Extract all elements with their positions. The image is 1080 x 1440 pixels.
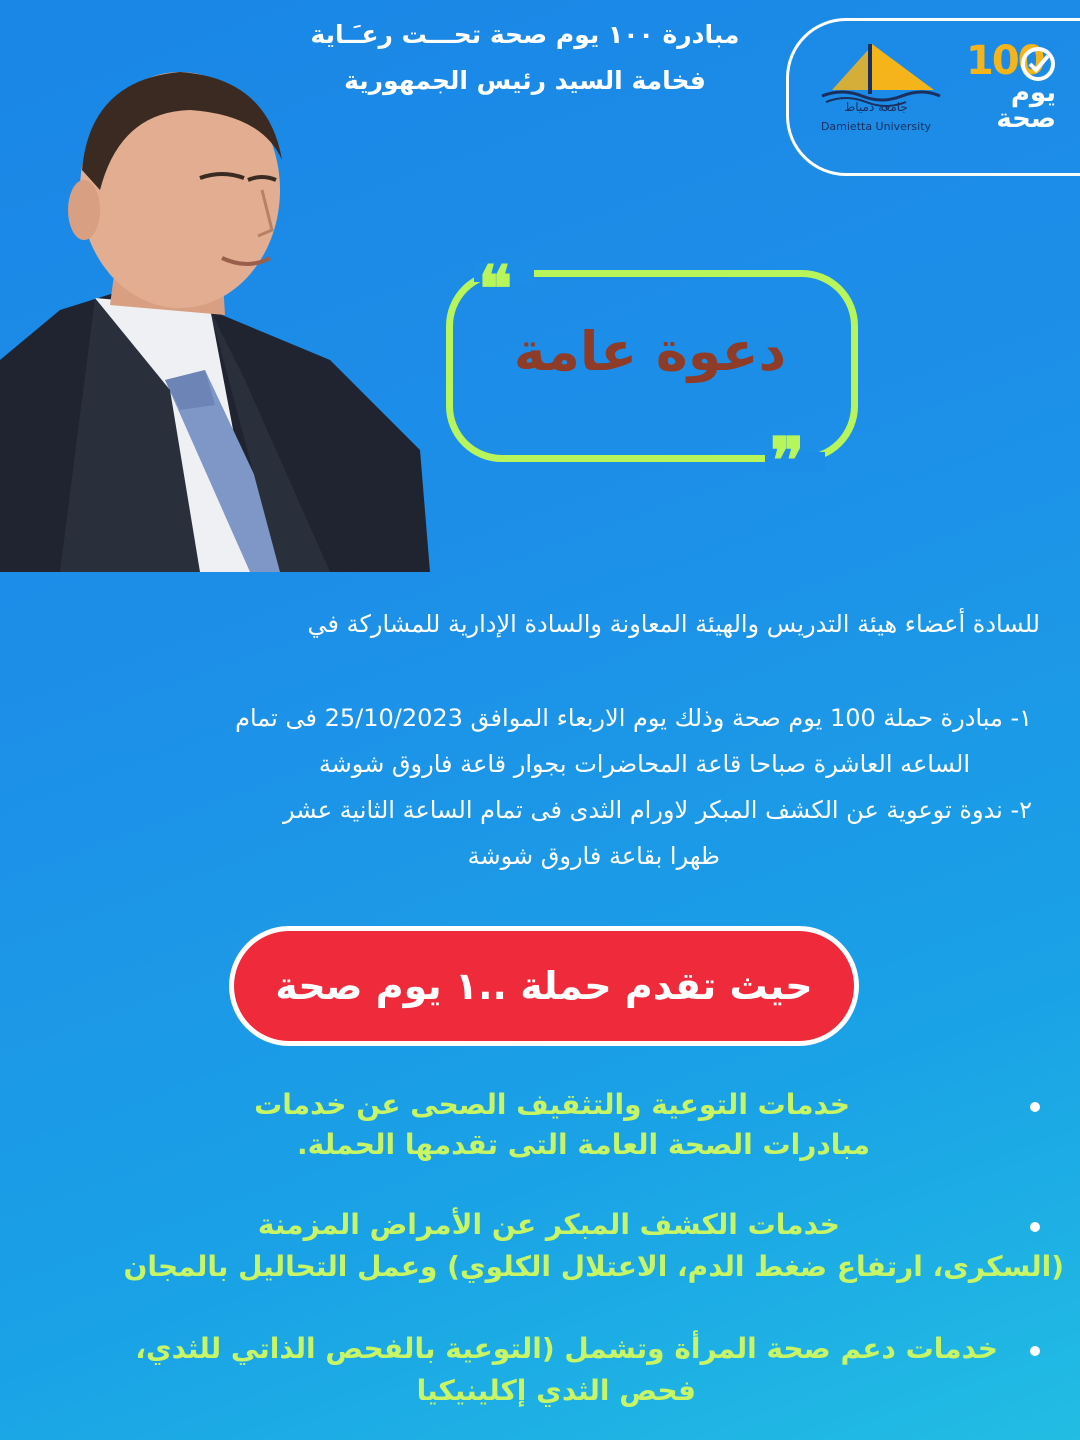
campaign-banner-text: حيث تقدم حملة ..١ يوم صحة	[275, 964, 813, 1008]
header-line-1: مبادرة ١٠٠ يوم صحة تحـــت رعـَـاية	[310, 20, 740, 49]
check-icon	[1020, 46, 1056, 82]
close-quote-icon: ❞	[770, 424, 805, 499]
event-item-2-line-2: ظهرا بقاعة فاروق شوشة	[467, 842, 720, 870]
service-2-line-1: خدمات الكشف المبكر عن الأمراض المزمنة	[257, 1208, 840, 1241]
campaign-logo-word-health: صحة	[996, 104, 1056, 134]
header-line-2: فخامة السيد رئيس الجمهورية	[344, 66, 706, 95]
campaign-logo-number: 100	[966, 38, 1044, 84]
president-portrait	[0, 60, 430, 572]
service-3-line-1: خدمات دعم صحة المرأة وتشمل (التوعية بالفحص الذاتي للثدي،	[135, 1332, 998, 1365]
service-3-line-2: فحص الثدي إكلينيكيا	[416, 1374, 696, 1407]
event-item-1-line-2: الساعه العاشرة صباحا قاعة المحاضرات بجوار قاعة فاروق شوشة	[318, 750, 970, 778]
campaign-logo-word-day: يوم	[1010, 78, 1056, 108]
campaign-banner	[229, 926, 859, 1046]
page-title: دعوة عامة	[513, 320, 787, 383]
service-1-line-2: مبادرات الصحة العامة التى تقدمها الحملة.	[296, 1128, 870, 1161]
service-2-line-2: (السكرى، ارتفاع ضغط الدم، الاعتلال الكلوي) وعمل التحاليل بالمجان	[123, 1250, 1064, 1283]
service-1-line-1: خدمات التوعية والتثقيف الصحى عن خدمات	[254, 1088, 850, 1121]
bullet-icon	[1030, 1346, 1040, 1356]
bullet-icon	[1030, 1222, 1040, 1232]
event-item-1-line-1: ١- مبادرة حملة 100 يوم صحة وذلك يوم الاربعاء الموافق 25/10/2023 فى تمام	[235, 704, 1032, 732]
university-name-ar: جامعة دمياط	[844, 100, 908, 114]
event-item-2-line-1: ٢- ندوة توعوية عن الكشف المبكر لاورام الثدى فى تمام الساعة الثانية عشر	[283, 796, 1032, 824]
bullet-icon	[1030, 1102, 1040, 1112]
open-quote-icon: ❝	[478, 252, 513, 327]
university-name-en: Damietta University	[820, 120, 932, 133]
intro-text: للسادة أعضاء هيئة التدريس والهيئة المعاونة والسادة الإدارية للمشاركة في	[307, 610, 1040, 638]
